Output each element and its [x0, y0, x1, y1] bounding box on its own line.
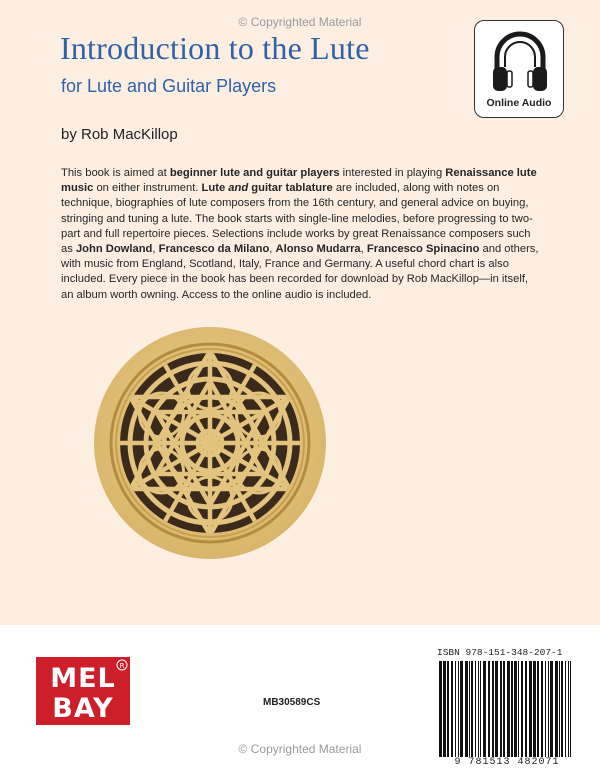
barcode-bar: [514, 661, 517, 757]
mel-bay-logo: [36, 657, 130, 725]
svg-text:BAY: BAY: [52, 693, 114, 724]
barcode-bar: [518, 661, 519, 757]
barcode-bar: [475, 661, 476, 757]
online-audio-label: Online Audio: [486, 97, 552, 109]
barcode-bar: [529, 661, 532, 757]
svg-text:R: R: [119, 662, 125, 670]
book-subtitle: for Lute and Guitar Players: [61, 76, 277, 96]
lute-rosette-image: [92, 325, 328, 561]
barcode-digits: 9 781513 482071: [437, 757, 577, 768]
barcode-bar: [460, 661, 463, 757]
description-blurb: This book is aimed at beginner lute and guitar players interested in playing Renaissance lute music on either instrument. Lute and guitar tablature are included, along with notes on technique, biographies of lute composers from the 16th century, and general advice on buying, stringing and tuning a lute. The book starts with single-line melodies, before progressing to two-part and full repertoire pieces. Selections include works by great Renaissance composers such as John Dowland, Francesco da Milano, Alonso Mudarra, Francesco Spinacino and others, with music from England, Scotland, Italy, France and Germany. A useful chord chart is also included. Every piece in the book has been recorded for download by Rob MacKillop—in itself, an album worth owning. Access to the online audio is included.: [61, 167, 539, 301]
barcode-bar: [541, 661, 543, 757]
barcode-bar: [521, 661, 523, 757]
barcode-bar: [568, 661, 569, 757]
barcode-bar: [507, 661, 510, 757]
barcode-bar: [525, 661, 527, 757]
barcode-bar: [548, 661, 549, 757]
barcode-bar: [492, 661, 494, 757]
barcode-bar: [439, 661, 442, 757]
barcode-bar: [561, 661, 563, 757]
barcode-bar: [458, 661, 459, 757]
barcode-bar: [537, 661, 539, 757]
author-line: by Rob MacKillop: [61, 126, 178, 143]
barcode-bar: [550, 661, 553, 757]
watermark-bottom: © Copyrighted Material: [238, 742, 362, 756]
barcode-bar: [545, 661, 546, 757]
barcode-bar: [469, 661, 470, 757]
barcode-bar: [559, 661, 560, 757]
barcode-bar: [500, 661, 502, 757]
barcode-bar: [455, 661, 456, 757]
barcode-bar: [447, 661, 449, 757]
barcode-bar: [451, 661, 453, 757]
isbn-label: ISBN 978-151-348-207-1: [437, 647, 563, 658]
book-title: Introduction to the Lute: [60, 30, 370, 66]
isbn-barcode: [437, 661, 577, 757]
barcode-bar: [533, 661, 536, 757]
barcode-bar: [511, 661, 513, 757]
barcode-bar: [565, 661, 566, 757]
barcode-bar: [503, 661, 505, 757]
barcode-bar: [555, 661, 558, 757]
barcode-bar: [471, 661, 473, 757]
watermark-top: © Copyrighted Material: [238, 15, 362, 29]
product-code: MB30589CS: [263, 697, 321, 708]
barcode-bar: [570, 661, 571, 757]
online-audio-badge: [474, 20, 564, 118]
barcode-bar: [495, 661, 498, 757]
barcode-bar: [465, 661, 468, 757]
barcode-bar: [478, 661, 479, 757]
barcode-bar: [480, 661, 481, 757]
barcode-bar: [483, 661, 486, 757]
barcode-bar: [488, 661, 490, 757]
headphones-icon: [485, 27, 555, 95]
barcode-bar: [443, 661, 446, 757]
svg-text:MEL: MEL: [50, 663, 116, 694]
